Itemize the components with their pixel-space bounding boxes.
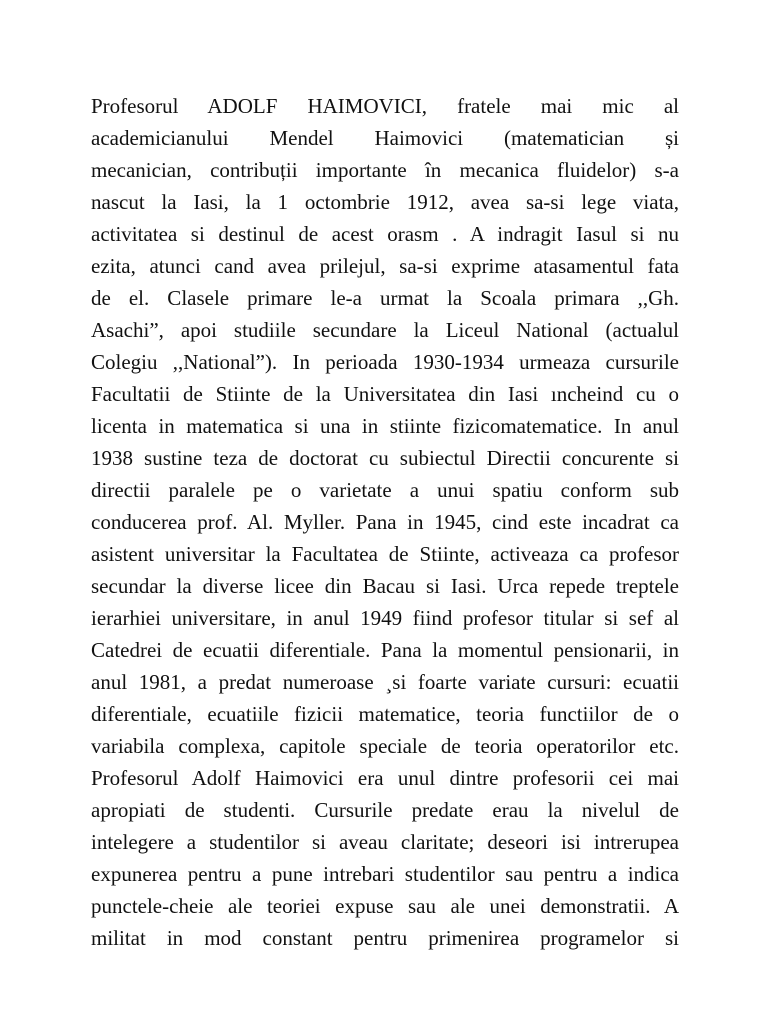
text-line: Facultatii de Stiinte de la Universitatea din Iasi ıncheind cu o (91, 382, 679, 406)
text-line: conducerea prof. Al. Myller. Pana in 1945, cind este incadrat ca (91, 510, 679, 534)
text-line: directii paralele pe o varietate a unui spatiu conform sub (91, 478, 679, 502)
text-line: Catedrei de ecuatii diferentiale. Pana la momentul pensionarii, in (91, 638, 679, 662)
paragraph (91, 90, 679, 954)
text-line: punctele-cheie ale teoriei expuse sau ale unei demonstratii. A (91, 894, 679, 918)
text-line: ierarhiei universitare, in anul 1949 fiind profesor titular si sef al (91, 606, 679, 630)
text-line: academicianului Mendel Haimovici (matematician și (91, 126, 679, 150)
text-line: asistent universitar la Facultatea de Stiinte, activeaza ca profesor (91, 542, 679, 566)
text-line: mecanician, contribuții importante în mecanica fluidelor) s-a (91, 158, 679, 182)
text-line: variabila complexa, capitole speciale de teoria operatorilor etc. (91, 734, 679, 758)
document-page (91, 90, 679, 954)
text-line: diferentiale, ecuatiile fizicii matematice, teoria functiilor de o (91, 702, 679, 726)
text-line: Profesorul Adolf Haimovici era unul dintre profesorii cei mai (91, 766, 679, 790)
text-line: Colegiu ,,National”). In perioada 1930-1934 urmeaza cursurile (91, 350, 679, 374)
text-line: Asachi”, apoi studiile secundare la Liceul National (actualul (91, 318, 679, 342)
text-line: militat in mod constant pentru primenirea programelor si (91, 926, 679, 950)
text-line: Profesorul ADOLF HAIMOVICI, fratele mai mic al (91, 94, 679, 118)
text-line: apropiati de studenti. Cursurile predate erau la nivelul de (91, 798, 679, 822)
text-line: intelegere a studentilor si aveau claritate; deseori isi intrerupea (91, 830, 679, 854)
text-line: 1938 sustine teza de doctorat cu subiectul Directii concurente si (91, 446, 679, 470)
text-line: secundar la diverse licee din Bacau si Iasi. Urca repede treptele (91, 574, 679, 598)
text-line: anul 1981, a predat numeroase ¸si foarte variate cursuri: ecuatii (91, 670, 679, 694)
text-line: expunerea pentru a pune intrebari studentilor sau pentru a indica (91, 862, 679, 886)
text-line: activitatea si destinul de acest orasm . A indragit Iasul si nu (91, 222, 679, 246)
text-line: ezita, atunci cand avea prilejul, sa-si exprime atasamentul fata (91, 254, 679, 278)
text-line: nascut la Iasi, la 1 octombrie 1912, avea sa-si lege viata, (91, 190, 679, 214)
text-line: de el. Clasele primare le-a urmat la Scoala primara ,,Gh. (91, 286, 679, 310)
text-line: licenta in matematica si una in stiinte fizicomatematice. In anul (91, 414, 679, 438)
